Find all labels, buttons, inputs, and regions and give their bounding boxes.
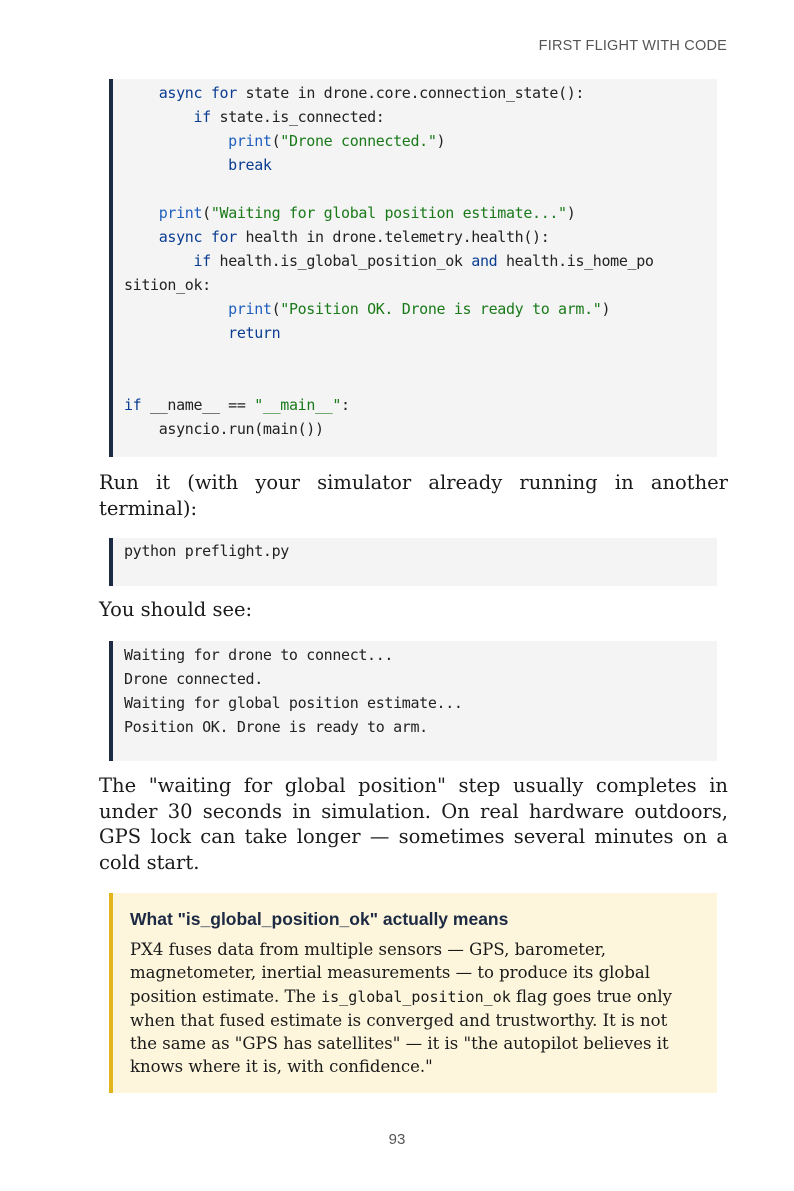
code-line: async for state in drone.core.connection_state(): xyxy=(158,84,585,102)
code-line: if state.is_connected: xyxy=(193,108,385,126)
code-line: break xyxy=(228,156,272,174)
code-line: async for health in drone.telemetry.health(): xyxy=(158,228,550,246)
code-listing xyxy=(124,81,717,441)
code-block-output xyxy=(109,641,717,761)
code-line: if health.is_global_position_ok and health.is_home_po xyxy=(193,252,654,270)
code-block-preflight-script xyxy=(109,79,717,457)
code-line: return xyxy=(228,324,281,342)
running-head: FIRST FLIGHT WITH CODE xyxy=(538,38,727,54)
paragraph-you-should-see: You should see: xyxy=(99,598,253,621)
callout-body xyxy=(130,938,699,1079)
command-line: python preflight.py xyxy=(124,542,289,560)
code-line: print("Position OK. Drone is ready to arm.") xyxy=(228,300,611,318)
inline-code-flag: is_global_position_ok xyxy=(321,987,511,1006)
code-line: print("Drone connected.") xyxy=(228,132,446,150)
code-block-command xyxy=(109,538,717,586)
code-line: asyncio.run(main()) xyxy=(124,420,324,438)
callout-box xyxy=(109,893,717,1093)
callout-body-text: PX4 fuses data from multiple sensors — GPS, barometer, magnetometer, inertial measurements — to produce its global position estimate. The xyxy=(130,940,651,1006)
page-number: 93 xyxy=(388,1131,406,1148)
callout-body-text-continued: flag goes true only when that fused estimate is converged and trustworthy. It is not the same as "GPS has satellites" — it is "the autopilot believes it knows where it is, with confidence." xyxy=(130,986,672,1077)
code-line: print("Waiting for global position estimate...") xyxy=(158,204,576,222)
paragraph-waiting-global-position: The "waiting for global position" step usually completes in under 30 seconds in simulation. On real hardware outdoors, GPS lock can take longer — sometimes several minutes on a cold start. xyxy=(99,774,728,874)
code-line: if __name__ == "__main__": xyxy=(124,396,350,414)
code-line: sition_ok: xyxy=(124,276,211,294)
terminal-output: Waiting for drone to connect... Drone connected. Waiting for global position estimate... Position OK. Drone is ready to arm. xyxy=(124,646,463,736)
paragraph-run-it: Run it (with your simulator already running in another terminal): xyxy=(99,471,728,520)
callout-title: What "is_global_position_ok" actually means xyxy=(130,909,509,929)
